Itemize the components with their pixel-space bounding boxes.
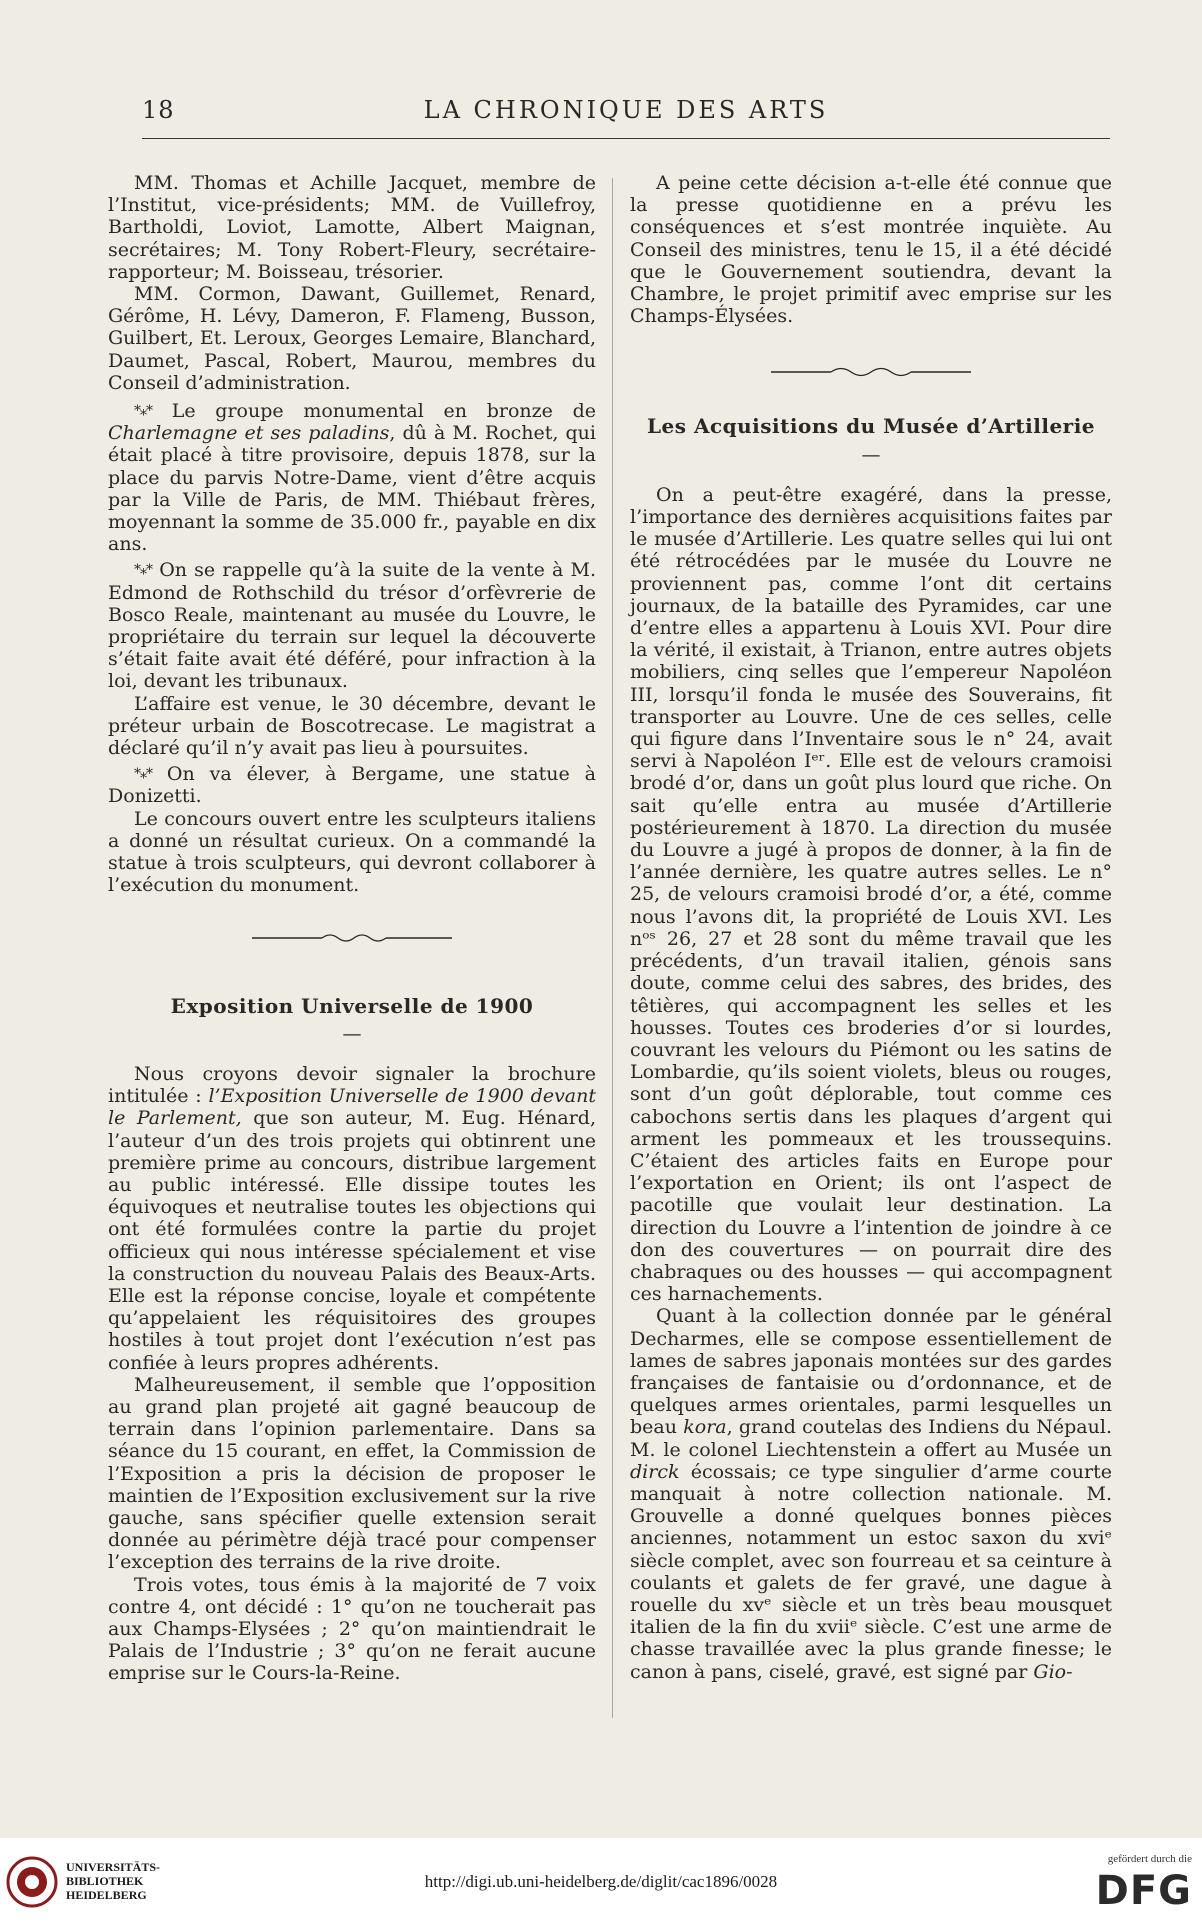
ornament-divider [771,367,971,377]
library-name: UNIVERSITÄTS- BIBLIOTHEK HEIDELBERG [66,1860,161,1902]
asterism: *⁎* [134,403,152,420]
right-column [630,172,1112,1683]
paragraph-charlemagne: *⁎* Le groupe monumental en bronze de Charlemagne et ses paladins, dû à M. Rochet, qui était placé à titre provisoire, depuis 1878, sur la place du parvis Notre-Dame, vient d’être acquis par la Ville de Paris, de MM. Thiébaut frères, moyennant la somme de 35.000 fr., payable en dix ans. [108,400,596,556]
paragraph-malheureusement: Malheureusement, il semble que l’opposition au grand plan projeté ait gagné beaucoup de terrain dans l’opinion parlementaire. Dans sa séance du 15 courant, en effet, la Commission de l’Exposition a pris la décision de proposer le maintien de l’Exposition exclusivement sur la rive gauche, sans spécifier quelle extension serait donnée au périmètre déjà tracé pour compenser l’exception des terrains de la rive droite. [108,1373,596,1574]
section-dash: — [861,443,881,466]
dfg-logo: DFG [1095,1868,1192,1914]
paragraph-bosco-reale: *⁎* On se rappelle qu’à la suite de la vente à M. Edmond de Rothschild du trésor d’orfèvrerie de Bosco Reale, maintenant au musée du Louvre, le propriétaire du terrain sur lequel la découverte s’était faite avait été déféré, pour infraction à la loi, devant les tribunaux. [108,559,597,693]
permalink-url[interactable]: http://digi.ub.uni-heidelberg.de/diglit/cac1896/0028 [424,1872,778,1891]
italic-word: Gio- [1033,1660,1073,1683]
running-title: LA CHRONIQUE DES ARTS [423,96,829,124]
italic-word: dirck [630,1460,680,1483]
funding-label: gefördert durch die [1107,1853,1192,1865]
italic-title: Charlemagne et ses paladins [108,422,390,445]
section-title-artillerie: Les Acquisitions du Musée d’Artillerie [646,414,1096,439]
paragraph-decharmes: Quant à la collection donnée par le général Decharmes, elle se compose essentiellement de lames de sabres japonais montées sur des gardes françaises de fantaisie ou d’ordonnance, et de quelques armes orientales, parmi lesquelles un beau kora, grand coutelas des Indiens du Népaul. M. le colonel Liechtenstein a offert au Musée un dirck écossais; ce type singulier d’arme courte manquait à notre collection nationale. M. Grouvelle a donné quelques bonnes pièces anciennes, notamment un estoc saxon du xviᵉ siècle complet, avec son fourreau et sa ceinture à coulants et galets de fer gravé, une dague à rouelle du xvᵉ siècle et un très beau mousquet italien de la fin du xviiᵉ siècle. C’est une arme de chasse travaillée avec la plus grande finesse; le canon à pans, ciselé, gravé, est signé par Gio- [630,1305,1112,1683]
column-divider [612,178,613,1718]
section-dash: — [342,1022,362,1045]
paragraph-concours: Le concours ouvert entre les sculpteurs italiens a donné un résultat curieux. On a commandé la statue à trois sculpteurs, qui devront collaborer à l’exécution du monument. [108,807,596,897]
paragraph-donizetti: *⁎* On va élever, à Bergame, une statue à Donizetti. [108,763,597,808]
page-header [142,94,1110,139]
paragraph-brochure: Nous croyons devoir signaler la brochure intitulée : l’Exposition Universelle de 1900 devant le Parlement, que son auteur, M. Eug. Hénard, l’auteur d’un des trois projets qui obtinrent une première prime au concours, distribue largement au public intéressé. Elle dissipe toutes les équivoques et neutralise toutes les objections qui ont été formulées contre la partie du projet officieux qui nous intéresse spécialement et vise la construction du nouveau Palais des Beaux-Arts. Elle est la réponse concise, loyale et compétente qu’appelaient les réquisitoires des groupes hostiles à tout projet dont l’exécution n’est pas confiée à leurs propres adhérents. [108,1062,596,1374]
paragraph-council: MM. Cormon, Dawant, Guillemet, Renard, Gérôme, H. Lévy, Dameron, F. Flameng, Busson, Guilbert, Et. Leroux, Georges Lemaire, Blanchard, Daumet, Pascal, Robert, Maurou, membres du Conseil d’administration. [108,283,596,394]
italic-title: l’Exposition Universelle de 1900 devant le Parlement, [108,1085,596,1130]
paragraph-decision: A peine cette décision a-t-elle été connue que la presse quotidienne en a prévu les conséquences et s’est montrée inquiète. Au Conseil des ministres, tenu le 15, il a été décidé que le Gouvernement soutiendra, devant la Chambre, le projet primitif avec emprise sur les Champs-Élysées. [630,172,1112,328]
asterism: *⁎* [134,766,152,783]
page-number: 18 [142,96,175,124]
left-column [108,172,596,1685]
paragraph-votes: Trois votes, tous émis à la majorité de 7 voix contre 4, ont décidé : 1° qu’on ne toucherait pas aux Champs-Elysées ; 2° qu’on maintiendrait le Palais de l’Industrie ; 3° qu’on ne ferait aucune emprise sur le Cours-la-Reine. [108,1573,596,1685]
paragraph-affaire: L’affaire est venue, le 30 décembre, devant le préteur urbain de Boscotrecase. Le magistrat a déclaré qu’il n’y avait pas lieu à poursuites. [108,692,596,760]
section-title-exposition: Exposition Universelle de 1900 [170,993,534,1018]
italic-word: kora [683,1416,727,1439]
paragraph-selles: On a peut-être exagéré, dans la presse, l’importance des dernières acquisitions faites par le musée d’Artillerie. Les quatre selles qui lui ont été rétrocédées par le musée du Louvre ne proviennent pas, comme l’ont dit certains journaux, de la bataille des Pyramides, car une d’entre elles a appartenu à Louis XVI. Pour dire la vérité, il existait, à Trianon, entre autres objets mobiliers, cinq selles que l’empereur Napoléon III, lorsqu’il fonda le musée des Souverains, fit transporter au Louvre. Une de ces selles, celle qui figure dans l’Inventaire sous le n° 24, avait servi à Napoléon Iᵉʳ. Elle est de velours cramoisi brodé d’or, dans un goût plus lourd que riche. On sait qu’elle entra au musée d’Artillerie postérieurement à 1870. La direction du musée du Louvre a jugé à propos de donner, à la fin de l’année dernière, les quatre autres selles. Le n° 25, de velours cramoisi brodé d’or, a été, comme nous l’avons dit, la propriété de Louis XVI. Les nᵒˢ 26, 27 et 28 sont du même travail que les précédents, d’un travail italien, génois sans doute, comme celui des sabres, des brides, des têtières, qui accompagnent les selles et les housses. Toutes ces broderies d’or si lourdes, couvrant les velours du Piémont ou les satins de Lombardie, qu’ils soient violets, bleus ou rouges, sont d’un goût déplorable, tout comme ces cabochons sertis dans les plaques d’argent qui arment les pommeaux et les troussequins. C’étaient des articles faits en Europe pour l’exportation en Orient; ils ont l’aspect de pacotille que voulait leur destination. La direction du Louvre a l’intention de joindre à ce don des couvertures — on pourrait dire des chabraques ou des housses — qui accompagnent ces harnachements. [630,483,1112,1306]
asterism: *⁎* [134,562,152,579]
ornament-divider [252,933,452,943]
paragraph-committee: MM. Thomas et Achille Jacquet, membre de l’Institut, vice-présidents; MM. de Vuillefroy, Bartholdi, Loviot, Lamotte, Albert Maignan, secrétaires; M. Tony Robert-Fleury, secrétaire-rapporteur; M. Boisseau, trésorier. [108,172,596,283]
